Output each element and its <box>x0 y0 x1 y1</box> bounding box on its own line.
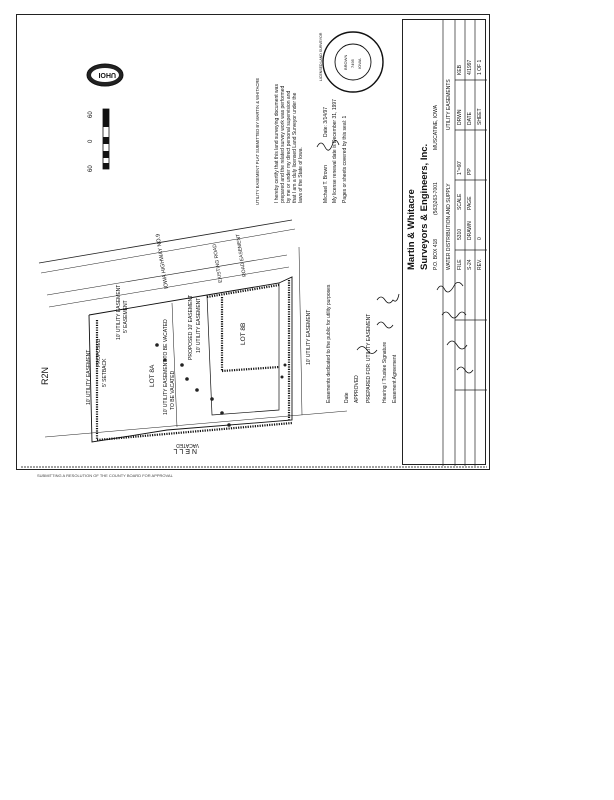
easement-dot <box>155 343 159 347</box>
cert-date: Date: 3/14/97 <box>323 106 329 137</box>
hatch-inner-horizontal <box>222 367 279 371</box>
scale-bar-segment <box>103 109 109 127</box>
seal-name: BROWN <box>343 54 348 70</box>
approval-line: Date <box>344 392 350 403</box>
plat-sheet <box>16 14 490 478</box>
logo-text: UHOI <box>98 71 116 78</box>
easement-dot <box>281 376 284 379</box>
easement-dot <box>185 377 189 381</box>
firm-phone: (563)263-7001 <box>433 182 439 215</box>
scale-bar-segment <box>103 151 109 158</box>
title-cell: DRWN <box>457 109 463 125</box>
easement-label: 10' UTILITY EASEMENT TO BE VACATED <box>163 319 169 415</box>
right-edge-line <box>299 247 302 415</box>
title-cell: 4/1997 <box>467 59 473 75</box>
title-cell: S-24 <box>467 259 473 270</box>
title-cell: PAGE <box>467 196 473 210</box>
bottom-line-label: NELL <box>171 447 197 454</box>
firm-name: Martin & Whitacre <box>406 189 417 270</box>
easement-label: 5' EASEMENT <box>123 300 129 333</box>
easement-dot <box>210 397 214 401</box>
scale-bar-segment <box>103 163 109 169</box>
cert-expires: My license renewal date is December 31, 1997 <box>332 99 338 203</box>
approval-line: Hearing / Trustee Signature <box>382 341 388 403</box>
title-cell: DRAWN <box>467 221 473 240</box>
title-block <box>402 19 486 465</box>
title-cell: DATE <box>467 112 473 125</box>
cert-pages: Pages or sheets covered by this seal: 1 <box>342 115 348 203</box>
easement-label: 5' SETBACK <box>102 358 108 387</box>
cert-line: that I am a duly licensed Land Surveyor under the <box>292 92 298 203</box>
title-cell: REV. <box>477 258 483 270</box>
easement-dot <box>180 363 184 367</box>
scale-bar-segment <box>103 137 109 144</box>
township-label: R2N <box>40 366 50 385</box>
seal-outer-text: LICENSED LAND SURVEYOR <box>319 32 323 81</box>
hatch-top <box>207 285 279 297</box>
approval-line: Easements dedicated to the public for utility purposes <box>326 284 332 403</box>
title-cell: 1"=60' <box>457 161 463 175</box>
easement-label: 10' UTILITY EASEMENT <box>196 297 202 353</box>
lot-divider <box>207 283 279 415</box>
highway-line-5 <box>45 411 347 437</box>
highway-line-1 <box>39 220 292 263</box>
title-cell: PP <box>467 168 473 175</box>
easement-dot <box>284 364 287 367</box>
title-cell: 5310 <box>457 228 463 240</box>
approval-line: PREPARED FOR: UTILITY EASEMENT <box>366 313 372 403</box>
signature-scribble <box>377 294 399 303</box>
road-label: IOWA HIGHWAY NO.9 <box>155 233 170 290</box>
easement-label: 10' UTILITY EASEMENT <box>306 309 312 365</box>
approval-line: APPROVED <box>354 375 360 403</box>
title-cell: SHEET <box>477 108 483 125</box>
easement-label: PROPOSED 10' EASEMENT <box>188 294 194 360</box>
highway-line-2 <box>41 229 295 273</box>
scale-mark: 0 <box>88 139 94 143</box>
easement-label: EXISTING ROAD <box>211 243 224 284</box>
cert-line: prepared and the related survey work was performed <box>280 85 286 203</box>
utility-note: UTILITY EASEMENT PLAT SUBMITTED BY MARTIN & WHITACRE <box>255 77 260 205</box>
easement-label: 10' UTILITY EASEMENT <box>116 284 122 340</box>
hatch-bottom <box>97 423 292 440</box>
title-cell: KEB <box>457 64 463 75</box>
project-name: WATER DISTRIBUTION AND SUPPLY <box>446 183 452 270</box>
title-cell: 0 <box>477 237 483 240</box>
lot-b-label: LOT 8B <box>240 322 247 345</box>
easement-dot <box>195 388 199 392</box>
cert-line: laws of the State of Iowa. <box>298 147 304 203</box>
easement-dot <box>227 423 231 427</box>
easement-label: TO BE VACATED <box>170 370 176 410</box>
cert-name: Michael T. Brown <box>323 165 329 203</box>
easement-dot <box>220 411 224 415</box>
cert-line: by me or under my direct personal supervision and <box>286 90 292 203</box>
seal-state: IOWA <box>357 58 362 69</box>
easement-label: 10' UTILITY EASEMENT <box>86 349 92 405</box>
scale-mark: 60 <box>88 165 94 172</box>
firm-subtitle: Surveyors & Engineers, Inc. <box>419 143 430 270</box>
scale-bar <box>103 109 109 169</box>
title-cell: 1 OF 1 <box>477 59 483 75</box>
firm-city: MUSCATINE, IOWA <box>433 105 439 150</box>
approval-line: Easement Agreement <box>392 354 398 403</box>
title-cell: FILE <box>457 259 463 270</box>
project-right: UTILITY EASEMENTS <box>446 79 452 130</box>
easement-label: ROAD EASEMENT <box>235 233 248 278</box>
title-cell: SCALE <box>457 193 463 210</box>
scale-mark: 60 <box>88 111 94 118</box>
firm-address: P.O. BOX 418 <box>433 238 439 270</box>
seal-number: 7495 <box>350 59 355 68</box>
bottom-strip-text: SUBMITTING A RESOLUTION OF THE COUNTY BOARD FOR APPROVAL <box>37 473 173 478</box>
easement-label: VACATED <box>176 442 199 448</box>
lot-a-label: LOT 8A <box>149 364 156 387</box>
cert-line: I hereby certify that this land surveying document was <box>274 84 280 203</box>
signature-scribble <box>377 322 393 328</box>
easement-label: PROPOSED <box>96 338 102 367</box>
